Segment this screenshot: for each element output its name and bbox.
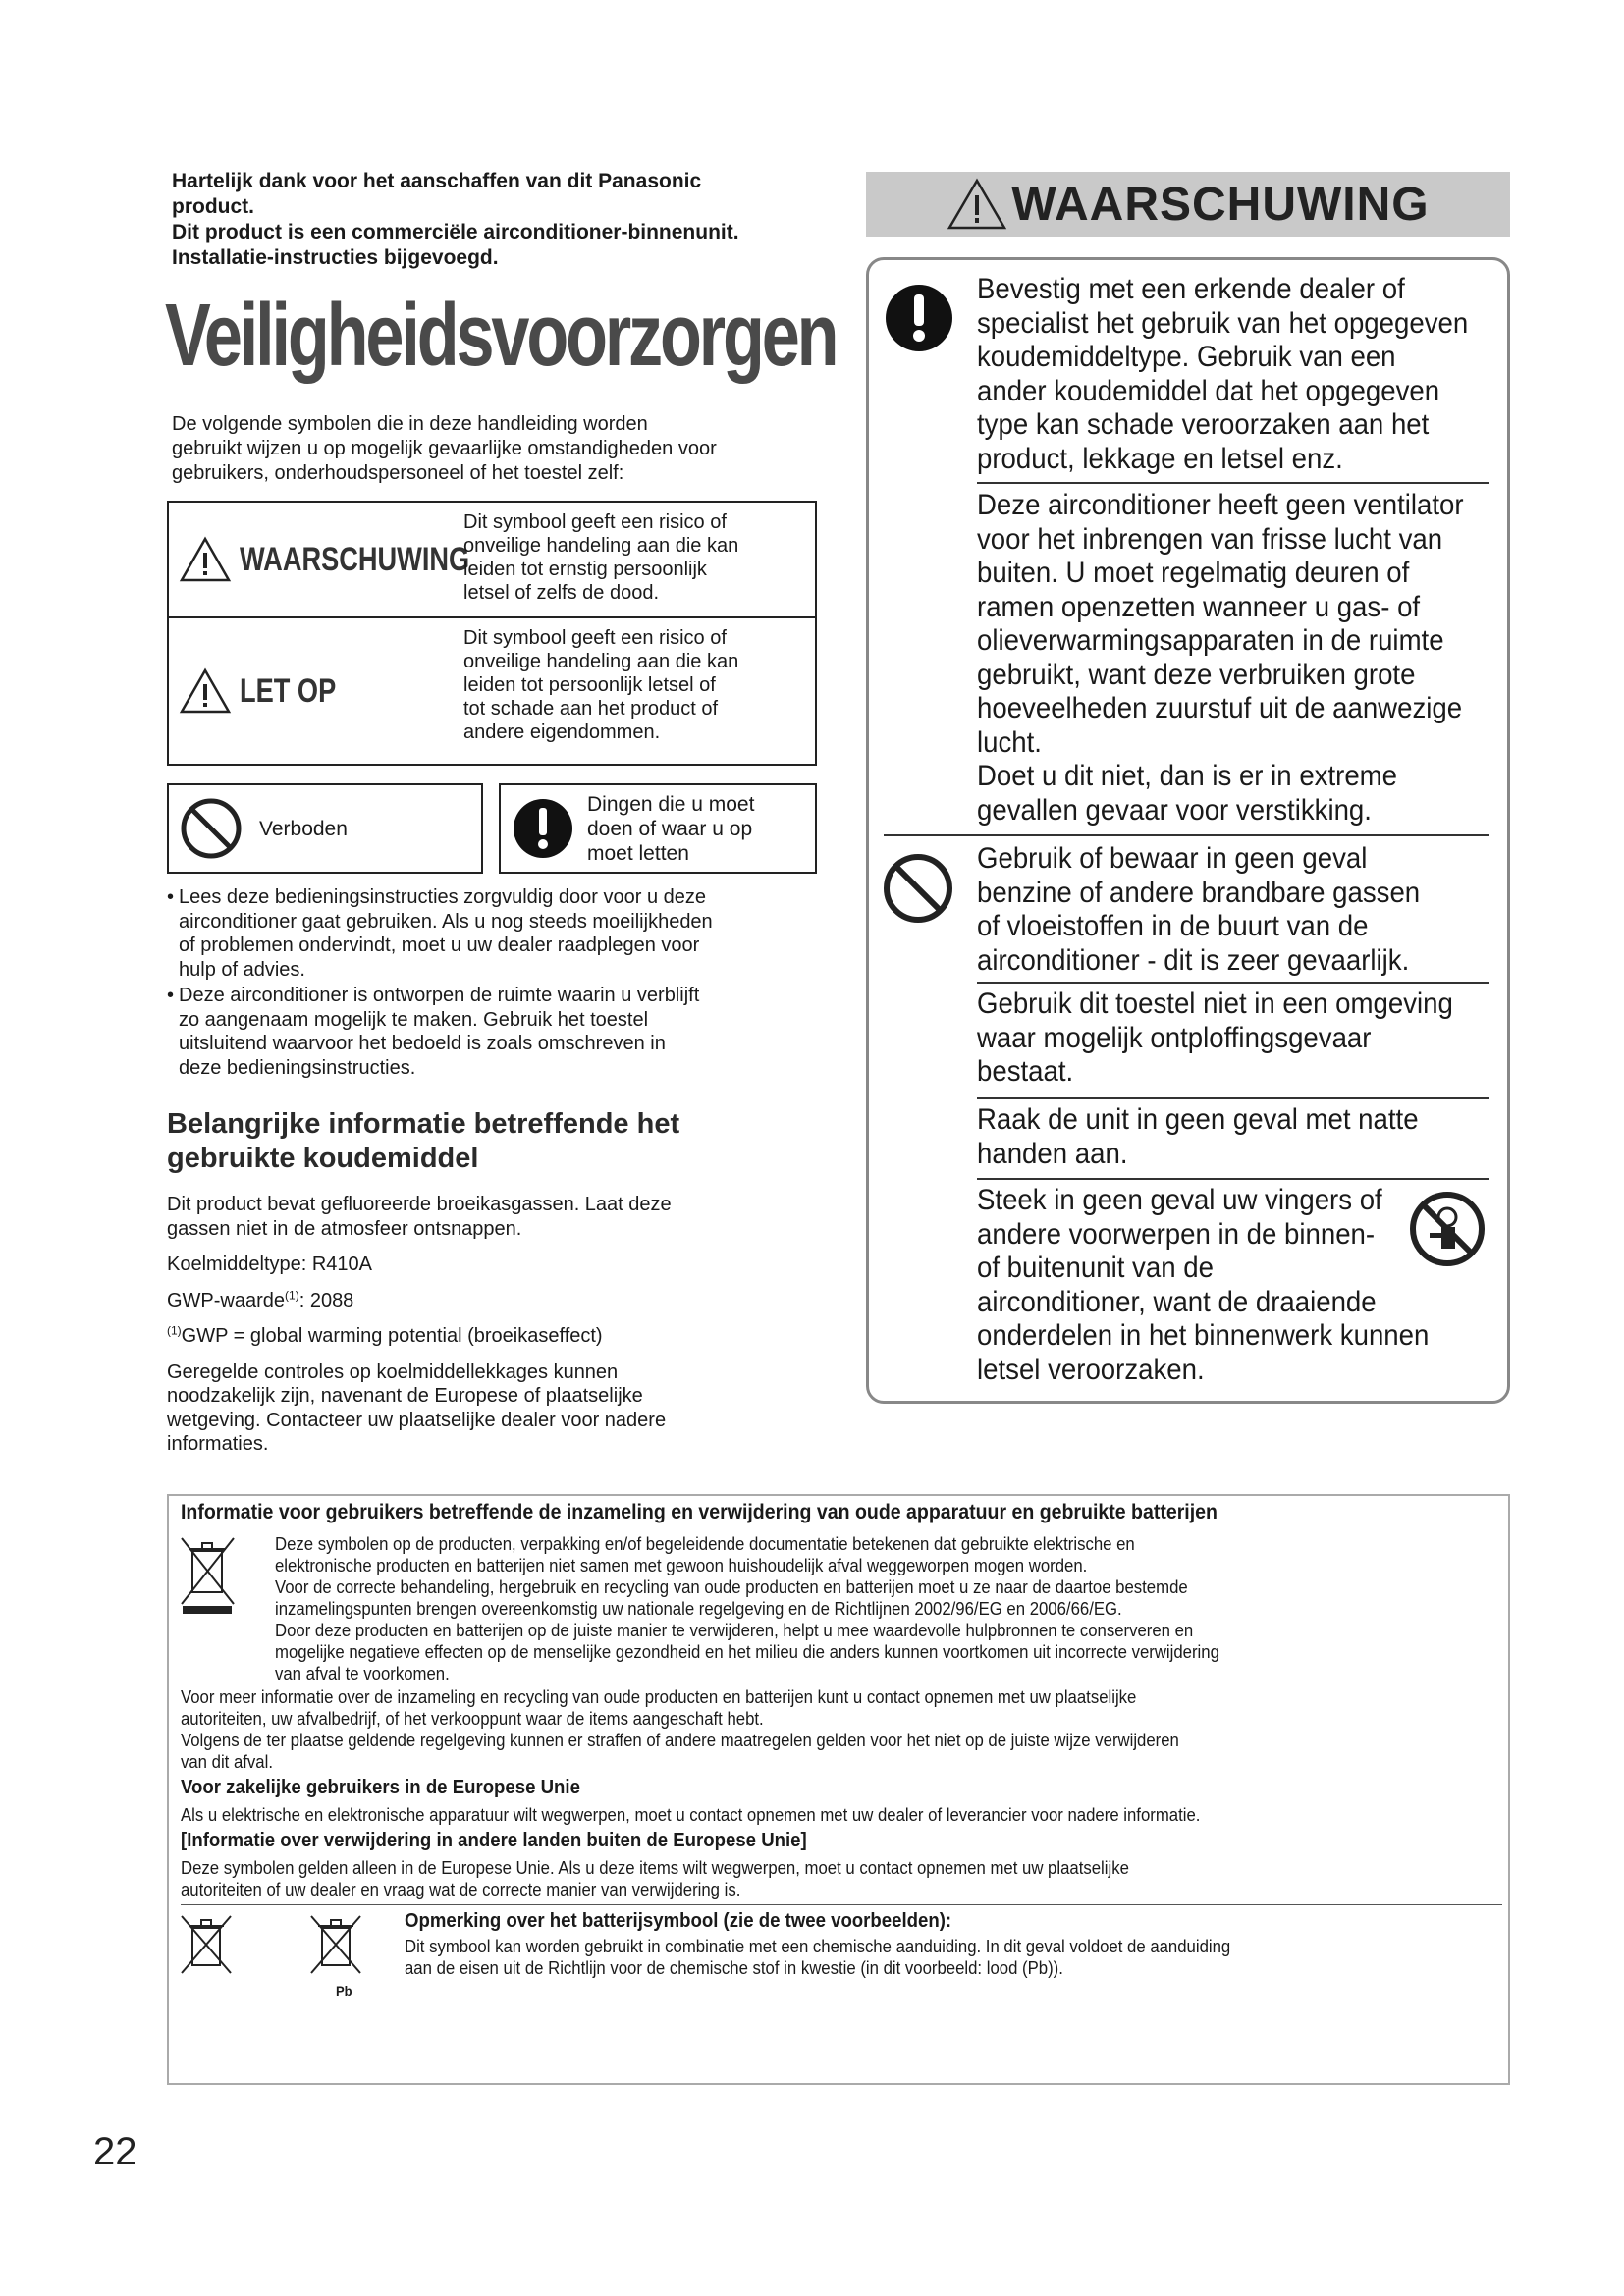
legend-warning xyxy=(167,501,817,618)
legend-prohibited xyxy=(167,783,483,874)
must-label: Dingen die u moet doen of waar u op moet letten xyxy=(587,792,755,865)
legend-caution-desc: Dit symbool geeft een risico of onveilige handeling aan die kan leiden tot persoonlijk letsel of tot schade aan het product of andere eigendommen. xyxy=(463,627,739,743)
disposal-more-info: Voor meer informatie over de inzameling en recycling van oude producten en batterijen kunt u contact opnemen met uw plaatselijke autoriteiten, uw afvalbedrijf, of het verkooppunt waar de items aangeschaft hebt. Volgens de ter plaatse geldende regelgeving kunnen er straffen of andere maatregelen gelden voor het niet op de juiste wijze verwijderen van dit afval. xyxy=(181,1687,1179,1772)
bullet-item: • Deze airconditioner is ontworpen de ruimte waarin u verblijft zo aangenaam mogelijk te maken. Gebruik het toestel uitsluitend waarvoor het bedoeld is zoals omschreven in deze bedieningsinstructies. xyxy=(167,984,825,1080)
gwp-footnote: $^{(1)}$GWP = global warming potential (broeikaseffect) xyxy=(167,1323,603,1347)
warning-item: Bevestig met een erkende dealer of specialist het gebruik van het opgegeven koudemiddeltype. Gebruik van een ander koudemiddel dat het opgegeven type kan schade veroorzaken aan het product, lekkage en letsel enz. xyxy=(977,273,1469,475)
intro-line: product. xyxy=(172,195,254,218)
battery-text: Dit symbool kan worden gebruikt in combinatie met een chemische aanduiding. In dit geval voldoet de aanduiding aan de eisen uit de Richtlijn voor de chemische stof in kwestie (in dit voorbeeld: lood (Pb)). xyxy=(405,1937,1231,1978)
other-countries-heading: [Informatie over verwijdering in andere landen buiten de Europese Unie] xyxy=(181,1830,807,1851)
legend-warning-label: WAARSCHUWING xyxy=(240,540,470,578)
page-title: Veiligheidsvoorzorgen xyxy=(165,287,837,385)
refrigerant-body: Dit product bevat gefluoreerde broeikasgassen. Laat deze gassen niet in de atmosfeer ontsnappen. Koelmiddeltype: R410A GWP-waarde$^{(1)}$: 2088 $^{(1)}$GWP = global warming potential (broeikaseffect) Geregelde controles op koelmiddellekkages kunnen noodzakelijk zijn, navenant de Europese of plaatselijke wetgeving. Contacteer uw plaatselijke dealer voor nadere informaties. xyxy=(167,1193,825,1468)
warning-item: Raak de unit in geen geval met natte handen aan. xyxy=(977,1103,1419,1170)
symbols-intro: De volgende symbolen die in deze handleiding worden gebruikt wijzen u op mogelijk gevaarlijke omstandigheden voor gebruikers, onderhoudspersoneel of het toestel zelf: xyxy=(172,413,717,484)
caution-triangle-icon xyxy=(179,667,232,715)
business-heading: Voor zakelijke gebruikers in de Europese Unie xyxy=(181,1777,580,1798)
divider xyxy=(977,1178,1489,1180)
warning-triangle-icon xyxy=(947,178,1007,231)
legend-must xyxy=(499,783,817,874)
warning-item: Steek in geen geval uw vingers of andere voorwerpen in de binnen- of buitenunit van de airconditioner, want de draaiende onderdelen in het binnenwerk kunnen letsel veroorzaken. xyxy=(977,1184,1430,1386)
crossed-bin-pb-icon xyxy=(308,1912,363,1977)
warning-item: Gebruik dit toestel niet in een omgeving waar mogelijk ontploffingsgevaar bestaat. xyxy=(977,988,1453,1088)
prohibited-icon xyxy=(882,852,954,925)
bullet-item: • Lees deze bedieningsinstructies zorgvuldig door voor u deze airconditioner gaat gebruiken. Als u nog steeds moeilijkheden of problemen ondervindt, moet u uw dealer raadplegen voor hulp of advies. xyxy=(167,885,825,982)
divider xyxy=(977,982,1489,984)
must-do-icon xyxy=(884,283,954,353)
divider xyxy=(884,834,1489,836)
instruction-bullets xyxy=(167,885,825,1082)
legend-caution-label: LET OP xyxy=(240,671,337,710)
warning-item: Gebruik of bewaar in geen geval benzine of andere brandbare gassen of vloeistoffen in de buurt van de airconditioner - dit is zeer gevaarlijk. xyxy=(977,842,1421,977)
gwp-value: GWP-waarde$^{(1)}$: 2088 xyxy=(167,1287,354,1311)
divider xyxy=(181,1904,1502,1905)
battery-heading: Opmerking over het batterijsymbool (zie de twee voorbeelden): xyxy=(405,1910,952,1932)
warning-banner-label: WAARSCHUWING xyxy=(1011,178,1430,231)
legend-warning-desc: Dit symbool geeft een risico of onveilige handeling aan die kan leiden tot ernstig persoonlijk letsel of zelfs de dood. xyxy=(463,511,739,604)
must-do-icon xyxy=(511,796,575,861)
intro-text xyxy=(172,169,839,271)
intro-line: Hartelijk dank voor het aanschaffen van dit Panasonic xyxy=(172,170,702,192)
warning-item: Deze airconditioner heeft geen ventilator voor het inbrengen van frisse lucht van buiten. U moet regelmatig deuren of ramen openzetten wanneer u gas- of olieverwarmingsapparaten in de ruimte gebruikt, want deze verbruiken grote hoeveelheden zuurstuf uit de aanwezige lucht. Doet u dit niet, dan is er in extreme gevallen gevaar voor verstikking. xyxy=(977,489,1464,827)
warning-banner xyxy=(866,172,1510,237)
divider xyxy=(977,1097,1489,1099)
no-fingers-icon xyxy=(1408,1190,1487,1268)
crossed-bin-icon xyxy=(179,1912,234,1977)
disposal-symbol-text: Deze symbolen op de producten, verpakking en/of begeleidende documentatie betekenen dat gebruikte elektrische en elektronische producten en batterijen niet samen met gewoon huishoudelijk afval weggeworpen mogen worden. Voor de correcte behandeling, hergebruik en recycling van oude producten en batterijen moet u ze naar de daartoe bestemde inzamelingspunten brengen overeenkomstig uw nationale regelgeving en de Richtlijnen 2002/96/EG en 2006/66/EG. Door deze producten en batterijen op de juiste manier te verwijderen, helpt u mee waardevolle hulpbronnen te conserveren en mogelijke negatieve effecten op de menselijke gezondheid en het milieu die anders kunnen voortkomen uit incorrecte verwijdering van afval te voorkomen. xyxy=(275,1534,1219,1683)
intro-line: Installatie-instructies bijgevoegd. xyxy=(172,246,499,269)
prohibited-icon xyxy=(179,796,244,861)
crossed-bin-icon xyxy=(179,1533,238,1616)
intro-line: Dit product is een commerciële airconditioner-binnenunit. xyxy=(172,221,739,243)
divider xyxy=(977,482,1489,484)
business-text: Als u elektrische en elektronische apparatuur wilt wegwerpen, moet u contact opnemen met uw dealer of leverancier voor nadere informatie. xyxy=(181,1805,1201,1825)
other-countries-text: Deze symbolen gelden alleen in de Europese Unie. Als u deze items wilt wegwerpen, moet u contact opnemen met uw plaatselijke autoriteiten of uw dealer en vraag wat de correcte manier van verwijdering is. xyxy=(181,1858,1129,1899)
page-number: 22 xyxy=(93,2130,137,2173)
pb-label: Pb xyxy=(336,1983,352,1999)
disposal-heading: Informatie voor gebruikers betreffende de inzameling en verwijdering van oude apparatuur en gebruikte batterijen xyxy=(181,1501,1218,1523)
legend-caution xyxy=(167,618,817,766)
prohibited-label: Verboden xyxy=(259,817,348,840)
refrigerant-type: Koelmiddeltype: R410A xyxy=(167,1254,373,1275)
warning-triangle-icon xyxy=(179,536,232,583)
refrigerant-heading: Belangrijke informatie betreffende het gebruikte koudemiddel xyxy=(167,1108,680,1174)
